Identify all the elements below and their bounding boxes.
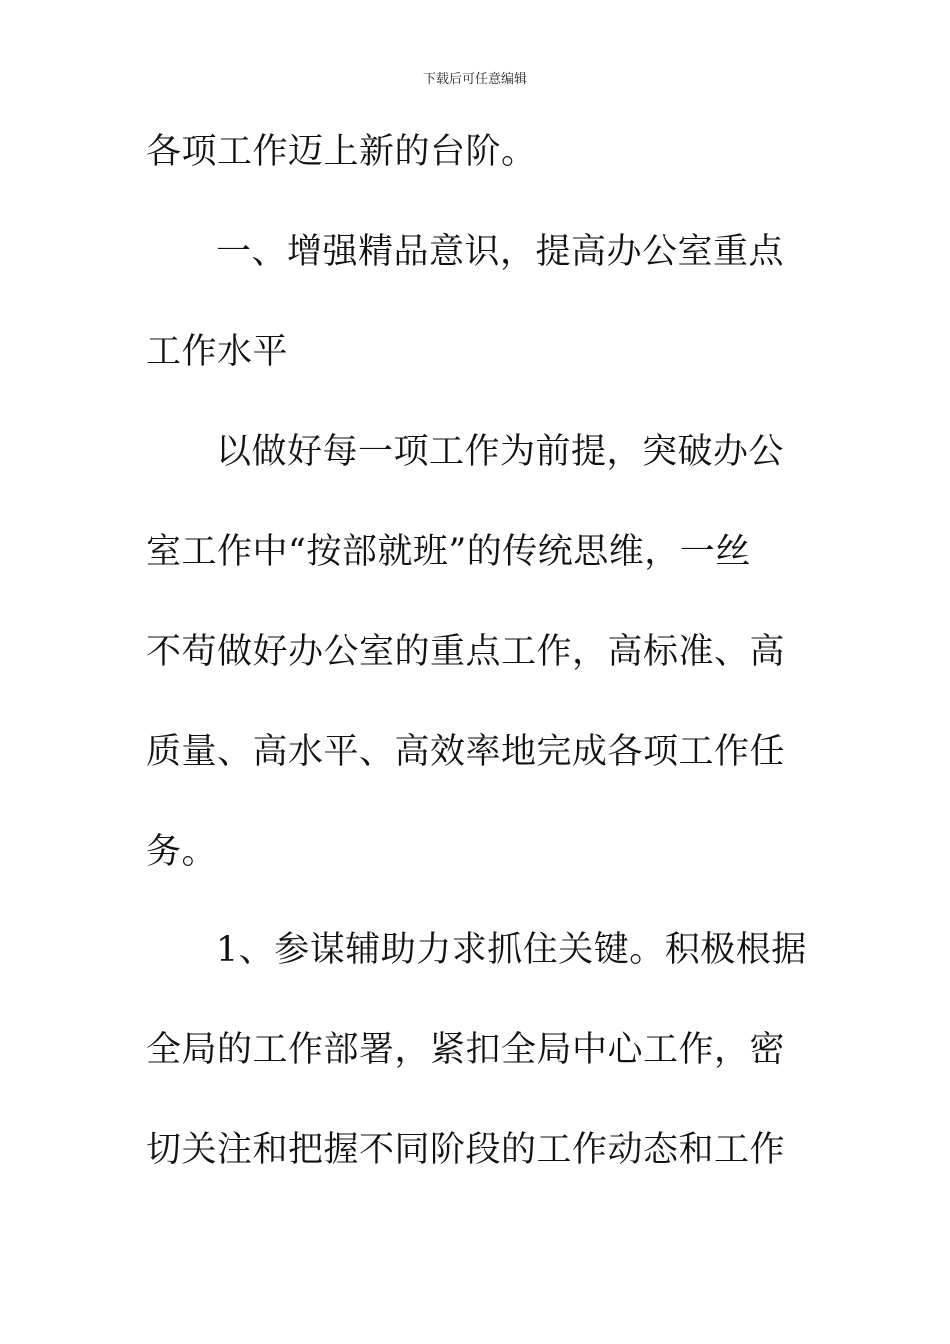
body-line: 1、参谋辅助力求抓住关键。积极根据: [216, 930, 807, 970]
body-line: 质量、高水平、高效率地完成各项工作任: [146, 732, 786, 772]
body-line: 室工作中“按部就班”的传统思维，一丝: [146, 532, 751, 572]
header-note: 下载后可任意编辑: [422, 72, 527, 87]
body-line: 切关注和把握不同阶段的工作动态和工作: [146, 1130, 786, 1170]
section-heading-line: 工作水平: [146, 332, 289, 372]
body-line: 不苟做好办公室的重点工作，高标准、高: [146, 632, 786, 672]
body-line: 务。: [146, 832, 218, 872]
section-heading-line: 一、增强精品意识，提高办公室重点: [216, 232, 785, 272]
body-line: 以做好每一项工作为前提，突破办公: [216, 432, 785, 472]
body-line: 各项工作迈上新的台阶。: [146, 132, 537, 172]
body-line: 全局的工作部署，紧扣全局中心工作，密: [146, 1030, 786, 1070]
